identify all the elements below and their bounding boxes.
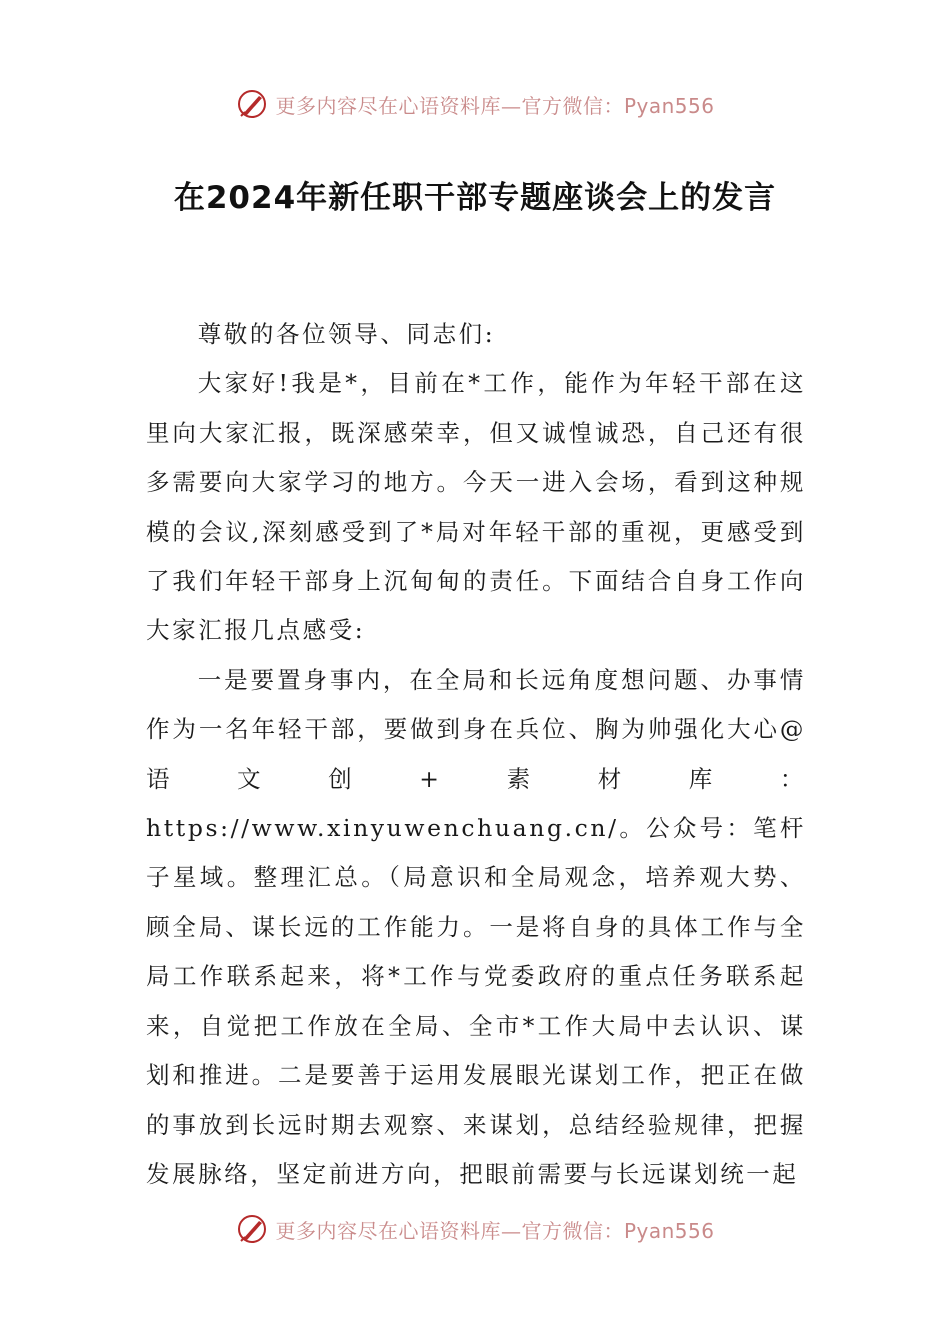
- paragraph: 大家好!我是*，目前在*工作，能作为年轻干部在这里向大家汇报，既深感荣幸，但又诚惶诚恐，自己还有很多需要向大家学习的地方。今天一进入会场，看到这种规模的会议,深刻感受到了*局对年轻干部的重视，更感受到了我们年轻干部身上沉甸甸的责任。下面结合自身工作向大家汇报几点感受:: [146, 369, 806, 645]
- header-banner: [0, 84, 950, 124]
- document-title: 在2024年新任职干部专题座谈会上的发言: [173, 180, 777, 216]
- quill-logo-icon: [235, 87, 269, 121]
- banner-text: 更多内容尽在心语资料库—官方微信：Pyan556: [275, 93, 715, 118]
- footer-banner: [0, 1209, 950, 1249]
- salutation: 尊敬的各位领导、同志们:: [197, 320, 496, 348]
- banner-text: 更多内容尽在心语资料库—官方微信：Pyan556: [275, 1218, 715, 1243]
- paragraph: 一是要置身事内，在全局和长远角度想问题、办事情作为一名年轻干部，要做到身在兵位、胸为帅强化大心@语文创+素材库：https://www.xinyuwenchuang.cn/。公众号：笔杆子星域。整理汇总。（局意识和全局观念，培养观大势、顾全局、谋长远的工作能力。一是将自身的具体工作与全局工作联系起来，将*工作与党委政府的重点任务联系起来，自觉把工作放在全局、全市*工作大局中去认识、谋划和推进。二是要善于运用发展眼光谋划工作，把正在做的事放到长远时期去观察、来谋划，总结经验规律，把握发展脉络，坚定前进方向，把眼前需要与长远谋划统一起: [146, 665, 806, 1188]
- quill-logo-icon: [235, 1212, 269, 1246]
- document-body: [146, 310, 806, 1199]
